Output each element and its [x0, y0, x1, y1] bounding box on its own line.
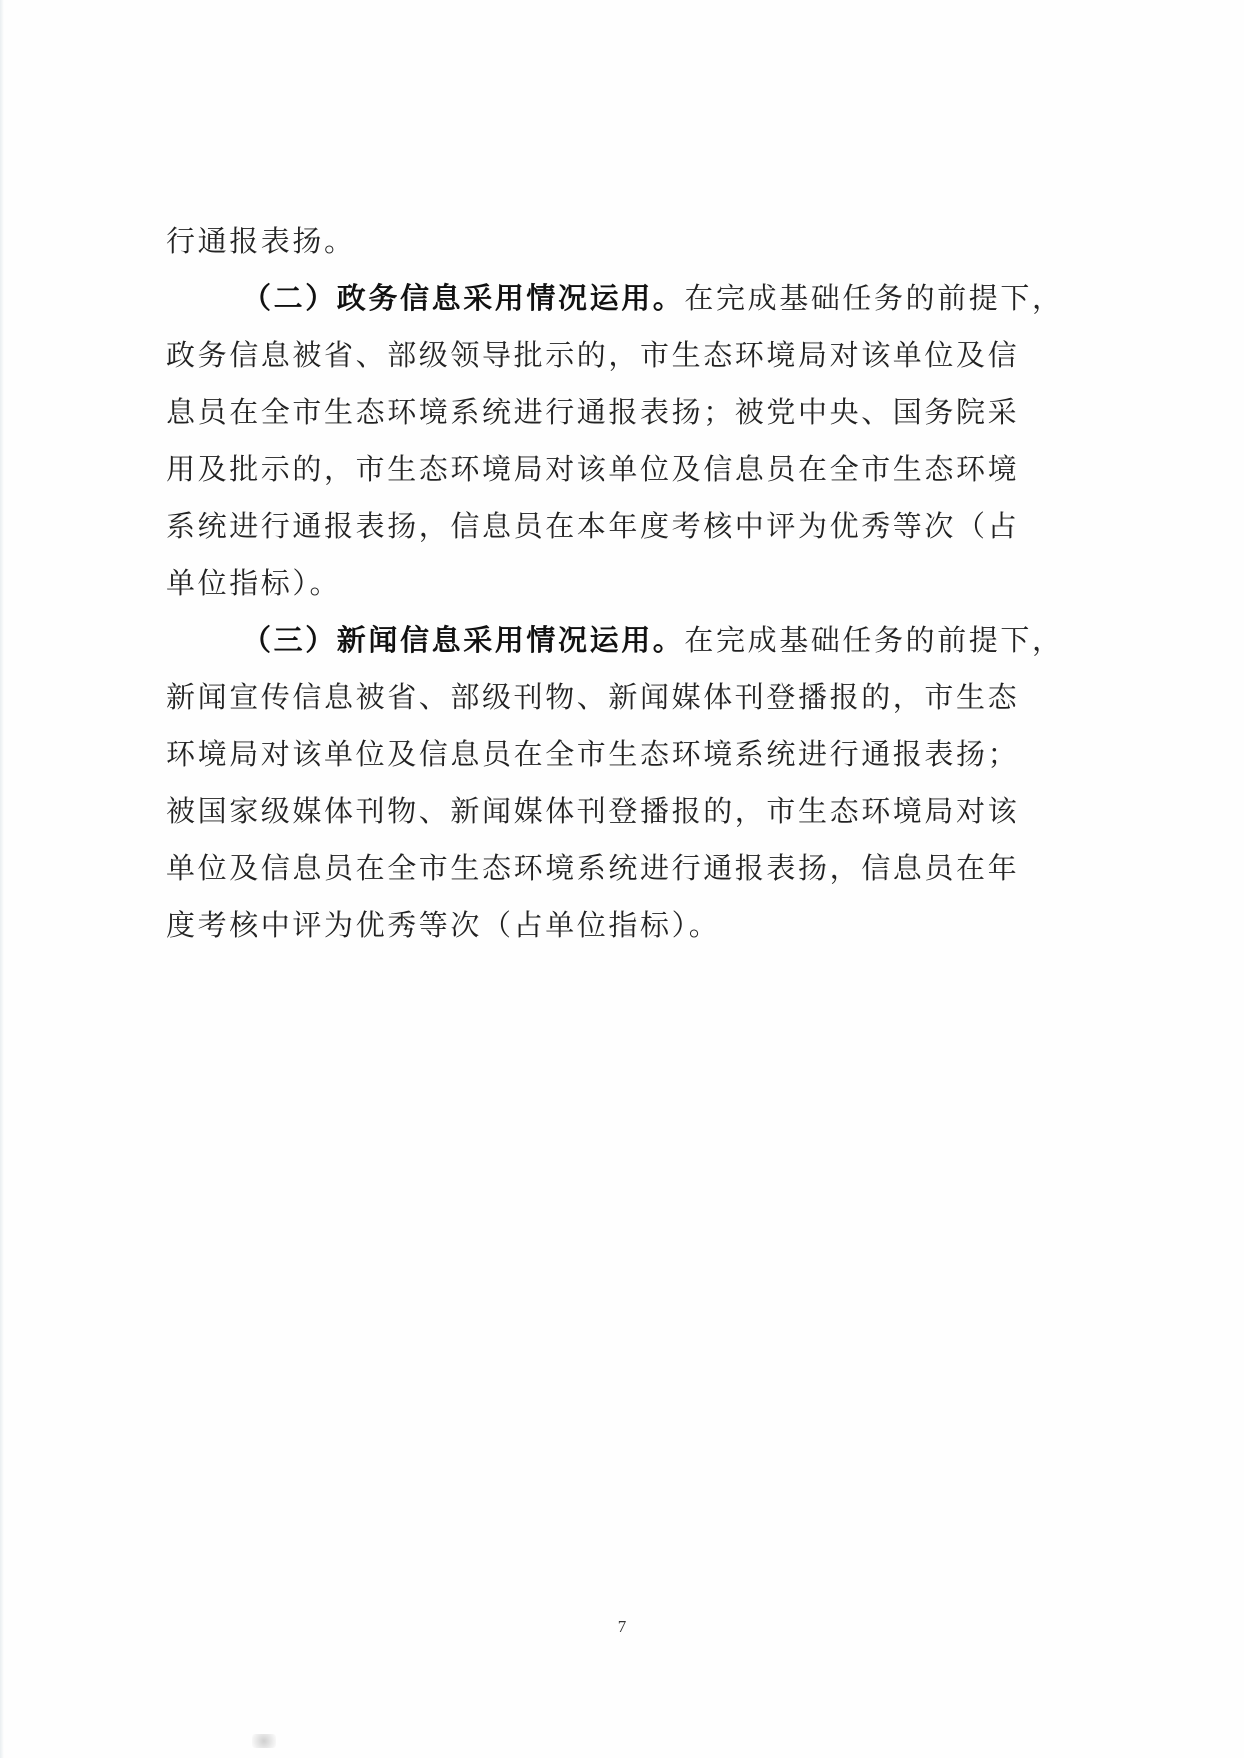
paragraph-line: 行通报表扬。	[166, 224, 356, 258]
paragraph-line: 被国家级媒体刊物、新闻媒体刊登播报的，市生态环境局对该	[166, 794, 1020, 828]
paragraph-line: 环境局对该单位及信息员在全市生态环境系统进行通报表扬；	[166, 737, 1020, 771]
paragraph-line: 新闻宣传信息被省、部级刊物、新闻媒体刊登播报的，市生态	[166, 680, 1020, 714]
paragraph-line: 单位及信息员在全市生态环境系统进行通报表扬，信息员在年	[166, 851, 1020, 885]
section-3-heading: （三）新闻信息采用情况运用。	[242, 623, 685, 657]
paragraph-line	[166, 612, 1082, 669]
paragraph-line: 息员在全市生态环境系统进行通报表扬；被党中央、国务院采	[166, 395, 1020, 429]
paragraph-line: 系统进行通报表扬，信息员在本年度考核中评为优秀等次（占	[166, 509, 1020, 543]
document-body	[166, 213, 1082, 954]
continuation-paragraph	[166, 213, 1082, 270]
paragraph-line: 单位指标）。	[166, 566, 342, 600]
section-3-paragraph	[166, 612, 1082, 954]
section-2-paragraph	[166, 270, 1082, 612]
paragraph-line	[166, 270, 1082, 327]
paragraph-line: 度考核中评为优秀等次（占单位指标）。	[166, 908, 721, 942]
section-3-text: 在完成基础任务的前提下，	[684, 623, 1064, 657]
section-2-text: 在完成基础任务的前提下，	[684, 281, 1064, 315]
scan-edge	[0, 0, 4, 1758]
page-number: 7	[617, 1617, 627, 1636]
scan-smudge	[252, 1734, 276, 1748]
paragraph-line: 用及批示的，市生态环境局对该单位及信息员在全市生态环境	[166, 452, 1020, 486]
section-2-heading: （二）政务信息采用情况运用。	[242, 281, 685, 315]
paragraph-line: 政务信息被省、部级领导批示的，市生态环境局对该单位及信	[166, 338, 1020, 372]
